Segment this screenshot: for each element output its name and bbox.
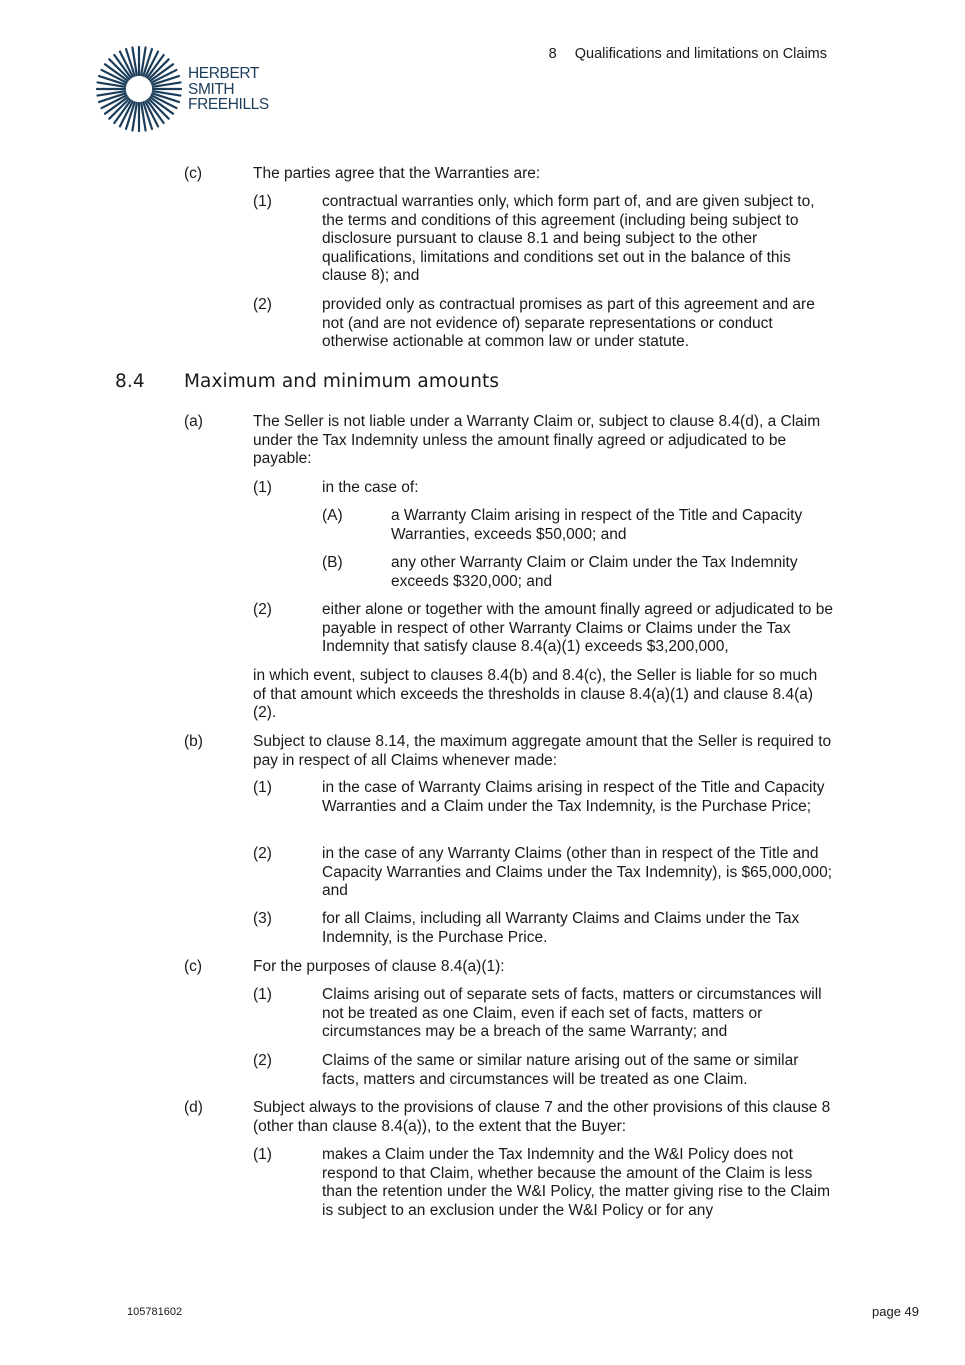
clause-text: Subject to clause 8.14, the maximum aggregate amount that the Seller is required to pay in respect of all Claims whenever made: [253,733,832,769]
logo-line-3: FREEHILLS [188,96,269,113]
item-text: in the case of: [322,479,419,496]
item-text: in the case of Warranty Claims arising in respect of the Title and Capacity Warranties and a Claim under the Tax Indemnity, is the Purchase Price; [322,779,825,815]
item-text: for all Claims, including all Warranty Claims and Claims under the Tax Indemnity, is the Purchase Price. [322,910,800,946]
item-text: provided only as contractual promises as part of this agreement and are not (and are not evidence of) separate representations or conduct otherwise actionable at common law or under statute. [322,296,815,350]
clause-label: (a) [184,413,203,430]
closing-text: in which event, subject to clauses 8.4(b) and 8.4(c), the Seller is liable for so much of that amount which exceeds the thresholds in clause 8.4(a)(1) and clause 8.4(a)(2). [253,667,818,721]
section-title: Maximum and minimum amounts [184,371,500,392]
item-label: (2) [253,601,272,618]
item-label: (1) [253,986,272,1003]
item-label: (2) [253,296,272,313]
clause-label: (d) [184,1099,203,1116]
item-text: makes a Claim under the Tax Indemnity and the W&I Policy does not respond to that Claim, whether because the amount of the Claim is less than the retention under the W&I Policy, the matter giving rise to the Claim is subject to an exclusion under the W&I Policy or for any [322,1146,831,1219]
clause-text: The parties agree that the Warranties are: [253,165,541,182]
clause-label: (c) [184,958,203,975]
subitem-text: a Warranty Claim arising in respect of the Title and Capacity Warranties, exceeds $50,000; and [391,507,803,543]
clause-text: For the purposes of clause 8.4(a)(1): [253,958,505,975]
clause-label: (c) [184,165,203,182]
item-label: (1) [253,1146,272,1163]
clause-label: (b) [184,733,203,750]
item-label: (3) [253,910,272,927]
item-text: in the case of any Warranty Claims (other than in respect of the Title and Capacity Warranties and Claims under the Tax Indemnity), is $65,000,000; and [322,845,833,899]
company-logo [96,46,276,136]
item-text: Claims of the same or similar nature arising out of the same or similar facts, matters and circumstances will be treated as one Claim. [322,1052,799,1088]
item-text: Claims arising out of separate sets of facts, matters or circumstances will not be treated as one Claim, even if each set of facts, matters or circumstances may be a breach of the same Warranty; and [322,986,822,1040]
header-section-title: Qualifications and limitations on Claims [574,46,827,62]
logo-line-1: HERBERT [188,65,259,82]
clause-text: The Seller is not liable under a Warranty Claim or, subject to clause 8.4(d), a Claim under the Tax Indemnity unless the amount finally agreed or adjudicated to be payable: [253,413,821,467]
subitem-label: (B) [322,554,343,571]
item-text: contractual warranties only, which form part of, and are given subject to, the terms and conditions of this agreement (including being subject to disclosure pursuant to clause 8.1 and being subject to the other qualifications, limitations and conditions set out in the balance of this clause 8); and [322,193,815,284]
item-label: (2) [253,1052,272,1069]
clause-text: Subject always to the provisions of clause 7 and the other provisions of this clause 8 (other than clause 8.4(a)), to the extent that the Buyer: [253,1099,831,1135]
item-text: either alone or together with the amount finally agreed or adjudicated to be payable in respect of other Warranty Claims or Claims under the Tax Indemnity that satisfy clause 8.4(a)(1) exceeds $3,200,000, [322,601,833,655]
logo-line-2: SMITH [188,80,235,98]
item-label: (1) [253,193,272,210]
item-label: (2) [253,845,272,862]
running-header [549,46,827,62]
item-label: (1) [253,779,272,796]
subitem-label: (A) [322,507,343,524]
document-id: 105781602 [127,1306,183,1318]
logo-wordmark [188,66,269,113]
item-label: (1) [253,479,272,496]
subitem-text: any other Warranty Claim or Claim under the Tax Indemnity exceeds $320,000; and [391,554,798,590]
starburst-logo-icon [96,46,182,132]
header-section-number: 8 [548,46,557,62]
section-number: 8.4 [115,371,145,392]
page-number: page 49 [872,1304,919,1319]
